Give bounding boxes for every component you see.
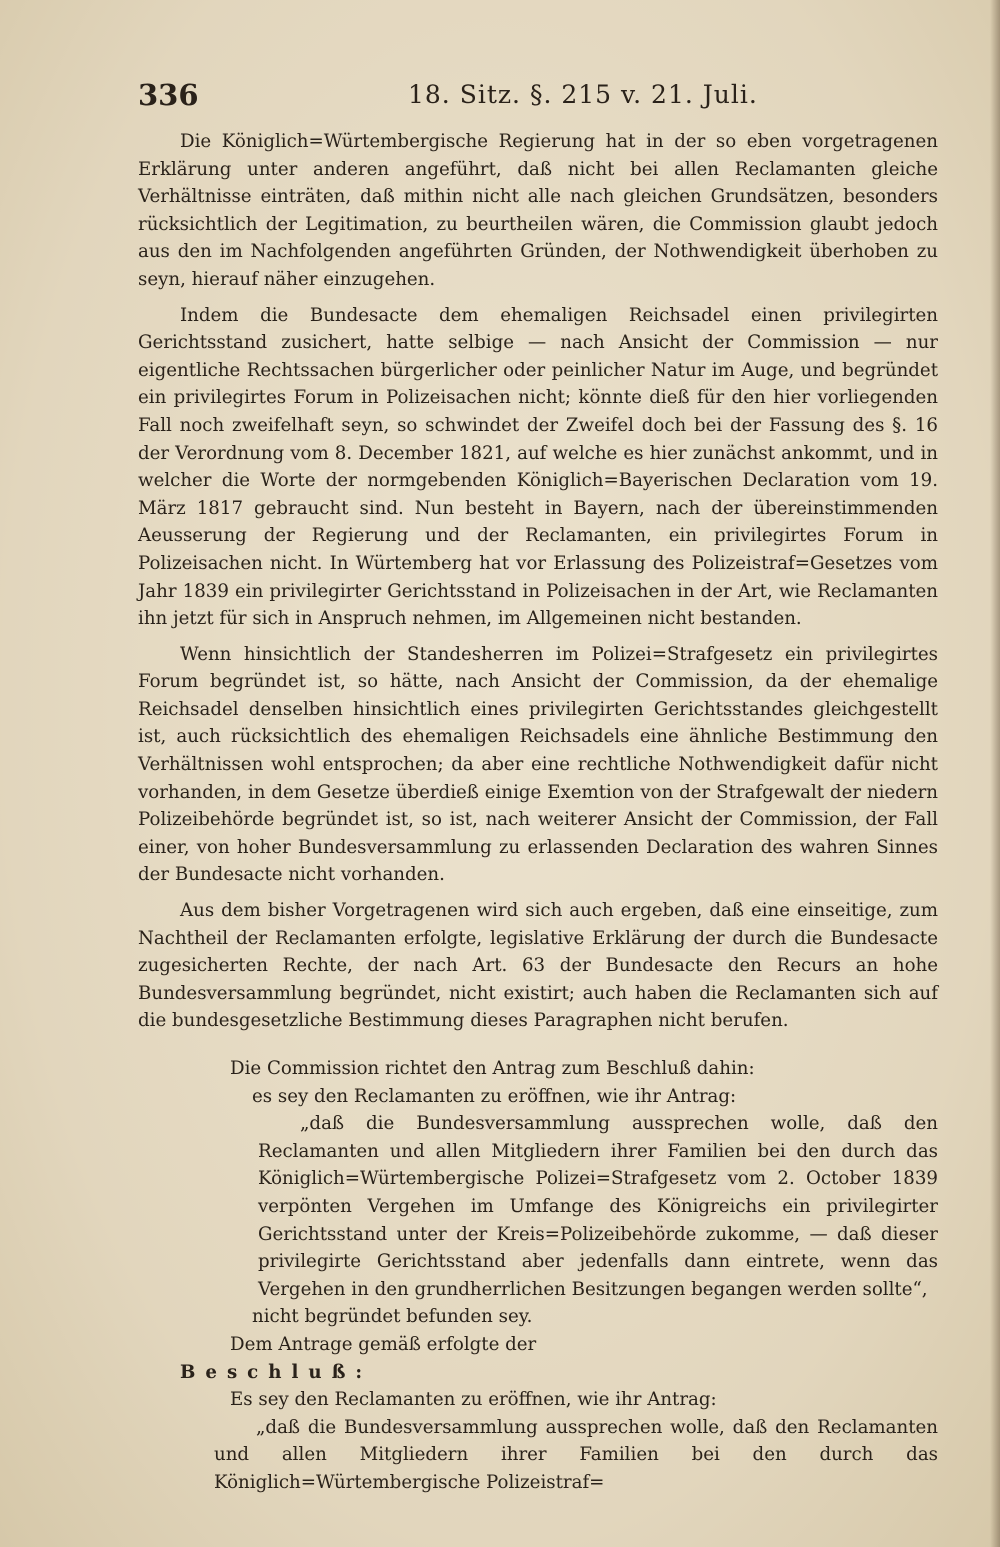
resolution-heading: Beschluß:	[180, 1361, 373, 1383]
page-header	[138, 78, 938, 118]
proposal-tail: nicht begründet befunden sey.	[252, 1306, 533, 1328]
proposal-quote: „daß die Bundesversammlung aussprechen wolle, daß den Reclamanten und allen Mitgliedern ihrer Familien bei den durch das Königlich=Würtembergische Polizei=Strafgesetz vom 2. October 1839 verpönten Vergehen im Umfange des Königreichs ein privilegirter Gerichtsstand unter der Kreis=Polizeibehörde zukomme, — daß dieser privilegirte Gerichtsstand aber jedenfalls dann eintrete, wenn das Vergehen in den grundherrlichen Besitzungen begangen werden sollte“,	[258, 1113, 938, 1300]
page-number: 336	[138, 78, 199, 112]
resolution-intro: Dem Antrage gemäß erfolgte der	[230, 1333, 537, 1355]
resolution-line: Es sey den Reclamanten zu eröffnen, wie ihr Antrag:	[230, 1389, 717, 1411]
paragraph-1: Die Königlich=Würtembergische Regierung hat in der so eben vorgetragenen Erklärung unter anderen angeführt, daß nicht bei allen Reclamanten gleiche Verhältnisse einträten, daß mithin nicht alle nach gleichen Grundsätzen, besonders rücksichtlich der Legitimation, zu beurtheilen wären, die Commission glaubt jedoch aus den im Nachfolgenden angeführten Gründen, der Nothwendigkeit überhoben zu seyn, hierauf näher einzugehen.	[138, 131, 938, 290]
paragraph-4: Aus dem bisher Vorgetragenen wird sich auch ergeben, daß eine einseitige, zum Nachtheil der Reclamanten erfolgte, legislative Erklärung der durch die Bundesacte zugesicherten Rechte, der nach Art. 63 der Bundesacte den Recurs an hohe Bundesversammlung begründet, nicht existirt; auch haben die Reclamanten sich auf die bundesgesetzliche Bestimmung dieses Paragraphen nicht berufen.	[138, 900, 938, 1032]
paragraph-3: Wenn hinsichtlich der Standesherren im Polizei=Strafgesetz ein privilegirtes Forum begründet ist, so hätte, nach Ansicht der Commission, da der ehemalige Reichsadel denselben hinsichtlich eines privilegirten Gerichtsstandes gleichgestellt ist, auch rücksichtlich des ehemaligen Reichsadels eine ähnliche Bestimmung den Verhältnissen wohl entsprochen; da aber eine rechtliche Nothwendigkeit dafür nicht vorhanden, in dem Gesetze überdieß einige Exemtion von der Strafgewalt der niedern Polizeibehörde begründet ist, so ist, nach weiterer Ansicht der Commission, der Fall einer, von hoher Bundesversammlung zu erlassenden Declaration des wahren Sinnes der Bundesacte nicht vorhanden.	[138, 643, 938, 886]
running-head: 18. Sitz. §. 215 v. 21. Juli.	[408, 80, 758, 109]
proposal-line: es sey den Reclamanten zu eröffnen, wie ihr Antrag:	[252, 1085, 737, 1107]
resolution-quote: „daß die Bundesversammlung aussprechen wolle, daß den Reclamanten und allen Mitgliedern ihrer Familien bei den durch das Königlich=Würtembergische Polizeistraf=	[214, 1416, 938, 1493]
commission-proposal	[138, 1055, 938, 1331]
body-text	[138, 128, 938, 1497]
paragraph-2: Indem die Bundesacte dem ehemaligen Reichsadel einen privilegirten Gerichtsstand zusichert, hatte selbige — nach Ansicht der Commission — nur eigentliche Rechtssachen bürgerlicher oder peinlicher Natur im Auge, und begründet ein privilegirtes Forum in Polizeisachen nicht; könnte dieß für den hier vorliegenden Fall noch zweifelhaft seyn, so schwindet der Zweifel doch bei der Fassung des §. 16 der Verordnung vom 8. December 1821, auf welche es hier zunächst ankommt, und in welcher die Worte der normgebenden Königlich=Bayerischen Declaration vom 19. März 1817 gebraucht sind. Nun besteht in Bayern, nach der übereinstimmenden Aeusserung der Regierung und der Reclamanten, ein privilegirtes Forum in Polizeisachen nicht. In Würtemberg hat vor Erlassung des Polizeistraf=Gesetzes vom Jahr 1839 ein privilegirter Gerichtsstand in Polizeisachen in der Art, wie Reclamanten ihn jetzt für sich in Anspruch nehmen, im Allgemeinen nicht bestanden.	[138, 304, 938, 630]
proposal-intro: Die Commission richtet den Antrag zum Beschluß dahin:	[230, 1058, 755, 1079]
page-edge-shadow	[990, 0, 1000, 1547]
